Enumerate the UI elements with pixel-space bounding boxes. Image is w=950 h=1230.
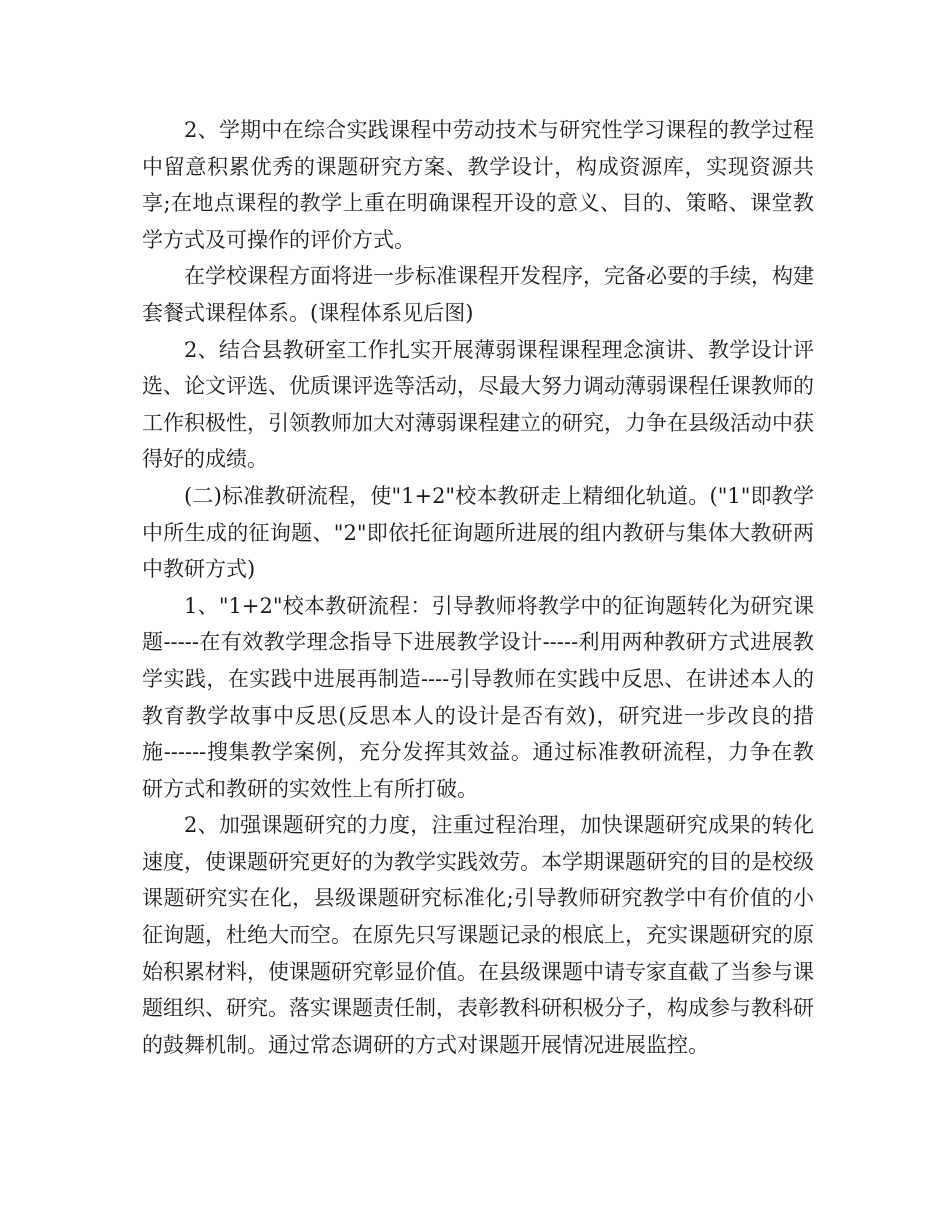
paragraph-2: 在学校课程方面将进一步标准课程开发程序，完备必要的手续，构建套餐式课程体系。(课程体系见后图) <box>142 264 814 325</box>
paragraph-6: 2、加强课题研究的力度，注重过程治理，加快课题研究成果的转化速度，使课题研究更好的为教学实践效劳。本学期课题研究的目的是校级课题研究实在化，县级课题研究标准化;引导教师研究教学中有价值的小征询题，杜绝大而空。在原先只写课题记录的根底上，充实课题研究的原始积累材料，使课题研究彰显价值。在县级课题中请专家直截了当参与课题组织、研究。落实课题责任制，表彰教科研积极分子，构成参与教科研的鼓舞机制。通过常态调研的方式对课题开展情况进展监控。 <box>142 813 814 1057</box>
paragraph-5: 1、"1+2"校本教研流程：引导教师将教学中的征询题转化为研究课题-----在有效教学理念指导下进展教学设计-----利用两种教研方式进展教学实践，在实践中进展再制造----引导教师在实践中反思、在讲述本人的教育教学故事中反思(反思本人的设计是否有效)，研究进一步改良的措施------搜集教学案例，充分发挥其效益。通过标准教研流程，力争在教研方式和教研的实效性上有所打破。 <box>142 593 814 801</box>
paragraph-4: (二)标准教研流程，使"1+2"校本教研走上精细化轨道。("1"即教学中所生成的征询题、"2"即依托征询题所进展的组内教研与集体大教研两中教研方式) <box>142 483 814 582</box>
paragraph-3: 2、结合县教研室工作扎实开展薄弱课程课程理念演讲、教学设计评选、论文评选、优质课评选等活动，尽最大努力调动薄弱课程任课教师的工作积极性，引领教师加大对薄弱课程建立的研究，力争在县级活动中获得好的成绩。 <box>142 337 814 472</box>
document-body <box>142 112 814 1063</box>
paragraph-1: 2、学期中在综合实践课程中劳动技术与研究性学习课程的教学过程中留意积累优秀的课题研究方案、教学设计，构成资源库，实现资源共享;在地点课程的教学上重在明确课程开设的意义、目的、策略、课堂教学方式及可操作的评价方式。 <box>142 118 814 252</box>
